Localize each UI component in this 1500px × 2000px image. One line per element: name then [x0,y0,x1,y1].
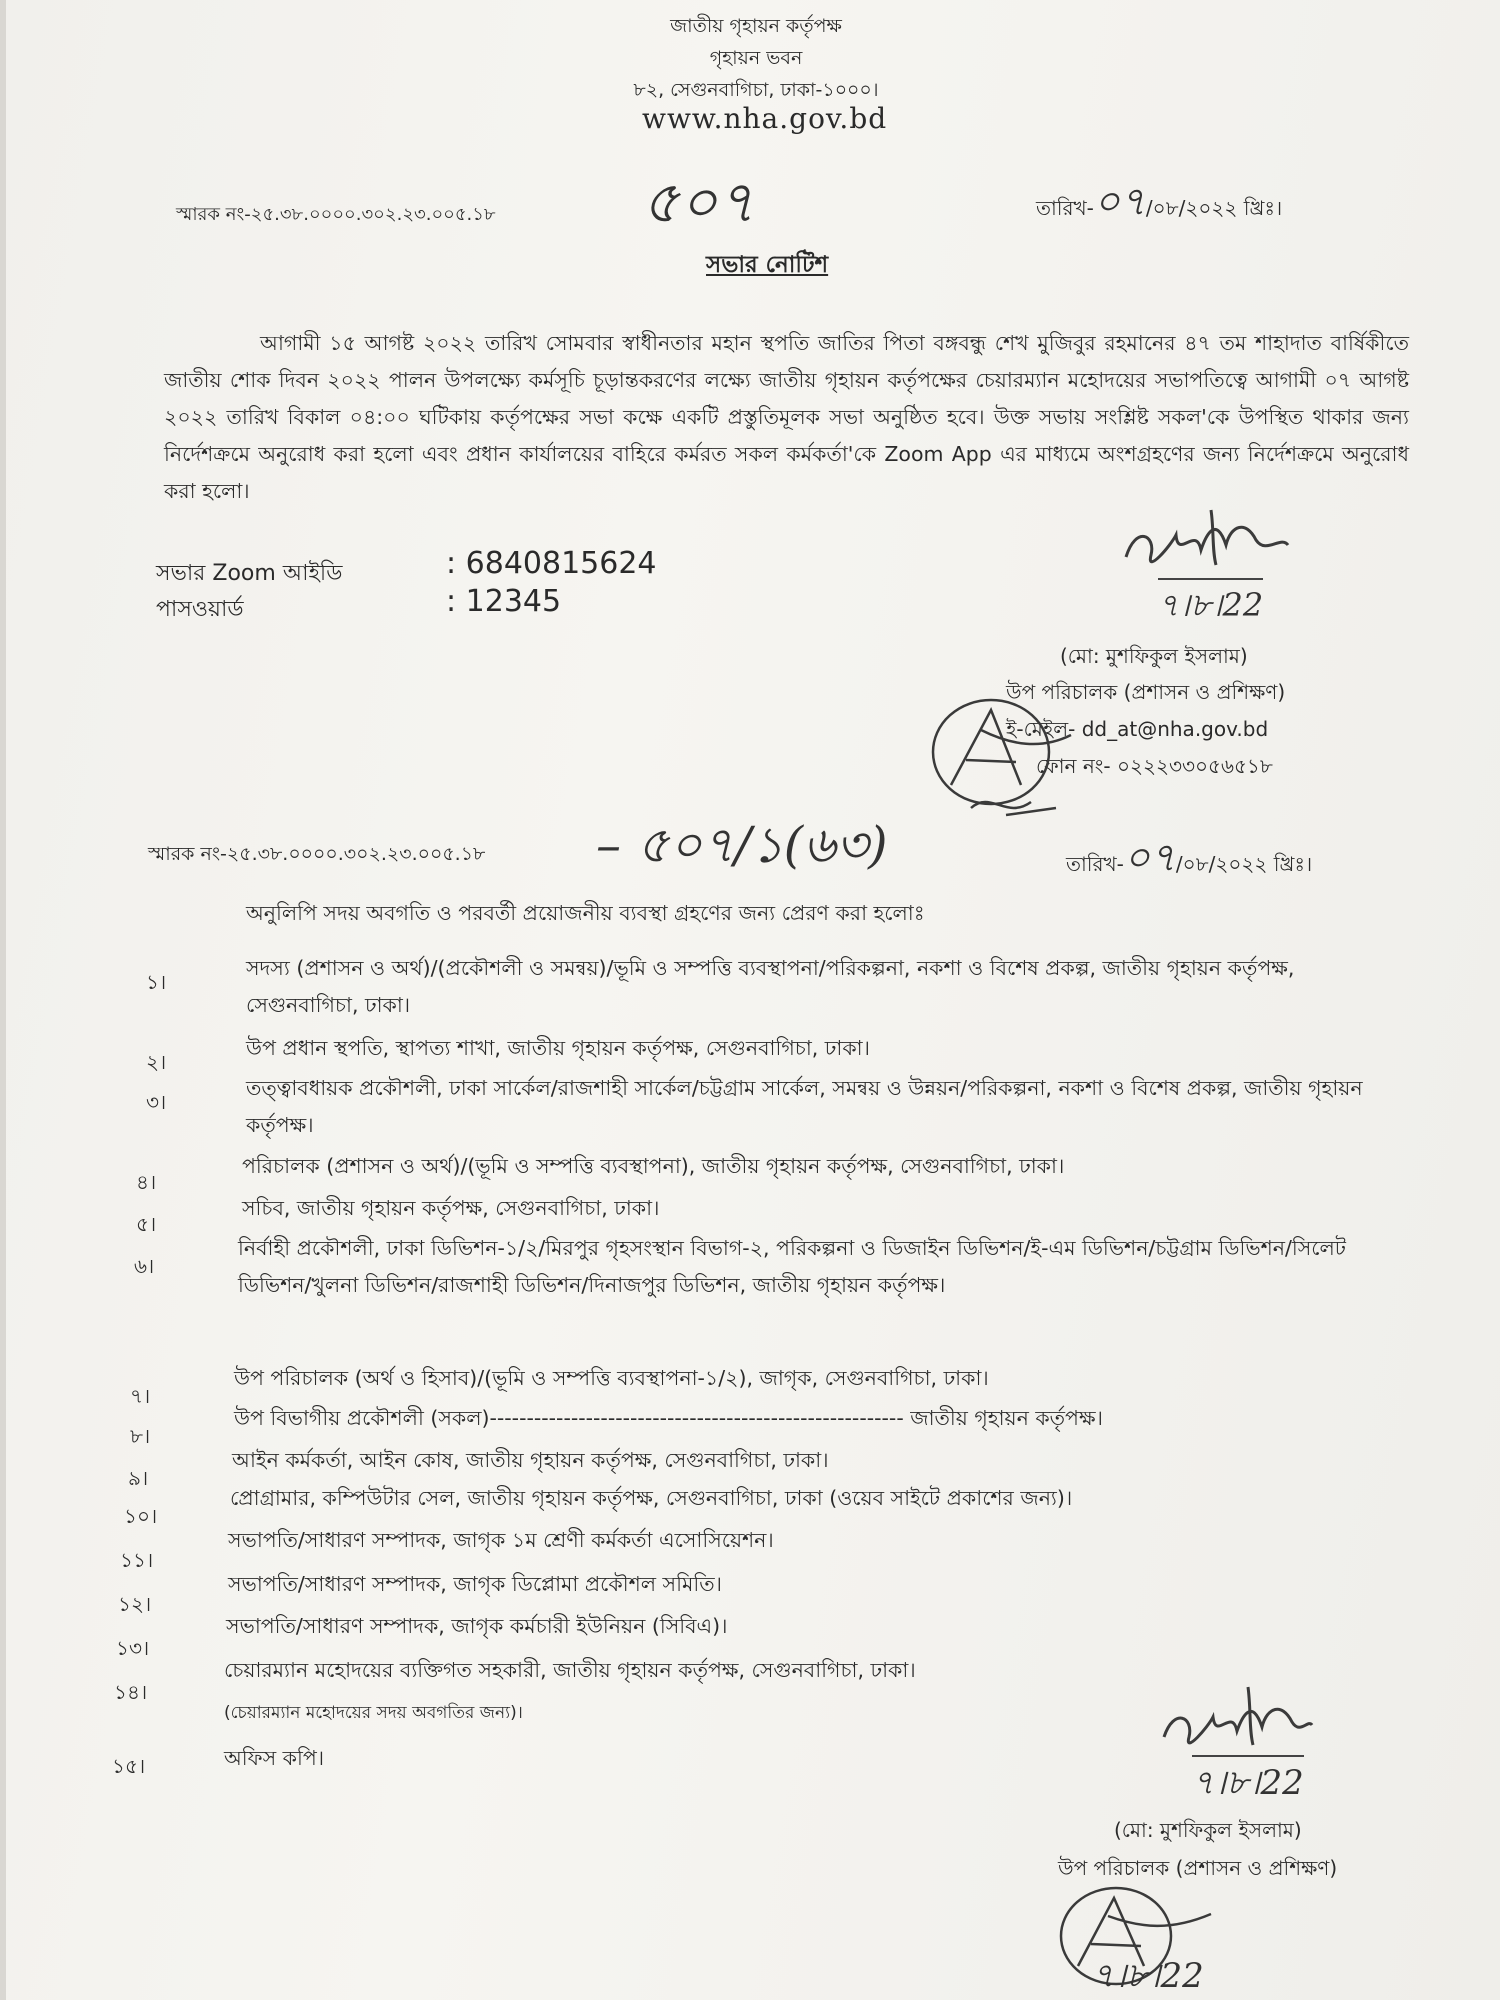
memo2-ref-handwritten: – ৫০৭/১(৬৩) [596,816,888,874]
seal2-date-handwritten: ৭।৮।22 [1092,1956,1204,1996]
org-name: জাতীয় গৃহায়ন কর্তৃপক্ষ [670,15,842,37]
signer-phone: ফোন নং- ০২২২৩৩০৫৬৫১৮ [1036,754,1273,778]
list-item-number: ৩। [146,1090,167,1114]
date-label: তারিখ- [1036,196,1094,220]
signature2-date-handwritten: ৭।৮।22 [1192,1755,1304,1814]
notice-body-text: আগামী ১৫ আগষ্ট ২০২২ তারিখ সোমবার স্বাধীনতার মহান স্থপতি জাতির পিতা বঙ্গবন্ধু শেখ মুজিবুর রহমানের ৪৭ তম শাহাদাত বার্ষিকীতে জাতীয় শোক দিবন ২০২২ পালন উপলক্ষ্যে কর্মসূচি চূড়ান্তকরণের লক্ষ্যে জাতীয় গৃহায়ন কর্তৃপক্ষের চেয়ারম্যান মহোদয়ের সভাপতিত্বে আগামী ০৭ আগষ্ট ২০২২ তারিখ বিকাল ০৪:০০ ঘটিকায় কর্তৃপক্ষের সভা কক্ষে একটি প্রস্তুতিমূলক সভা অনুষ্ঠিত হবে। উক্ত সভায় সংশ্লিষ্ট সকল'কে উপস্থিত থাকার জন্য নির্দেশক্রমে অনুরোধ করা হলো এবং প্রধান কার্যালয়ের বাহিরে কর্মরত সকল কর্মকর্তা'কে Zoom App এর মাধ্যমে অংশগ্রহণের জন্য নির্দেশক্রমে অনুরোধ করা হলো। [164,331,1409,503]
list-item: সচিব, জাতীয় গৃহায়ন কর্তৃপক্ষ, সেগুনবাগিচা, ঢাকা। [242,1196,660,1220]
list-item-number: ৪। [136,1170,157,1194]
list-item: উপ বিভাগীয় প্রকৌশলী (সকল)-------------------------------------------------------- জাতীয় গৃহায়ন কর্তৃপক্ষ। [234,1406,1103,1430]
list-item: অফিস কপি। [224,1746,325,1770]
signature-date-handwritten: ৭।৮।22 [1158,578,1263,634]
memo-ref: স্মারক নং-২৫.৩৮.০০০০.৩০২.২৩.০০৫.১৮ [176,204,496,225]
list-item-number: ২। [146,1050,167,1074]
date-rest: /০৮/২০২২ খ্রিঃ। [1145,196,1283,220]
signer-email[interactable]: ই-মেইল- dd_at@nha.gov.bd [1006,717,1269,741]
memo2-ref: স্মারক নং-২৫.৩৮.০০০০.৩০২.২৩.০০৫.১৮ [148,843,486,865]
list-item-number: ৫। [136,1212,157,1236]
zoom-id-value: : 6840815624 [446,546,657,581]
copy-note: (চেয়ারম্যান মহোদয়ের সদয় অবগতির জন্য)। [224,1703,523,1723]
list-item: আইন কর্মকর্তা, আইন কোষ, জাতীয় গৃহায়ন কর্তৃপক্ষ, সেগুনবাগিচা, ঢাকা। [232,1448,829,1472]
signer-designation: উপ পরিচালক (প্রশাসন ও প্রশিক্ষণ) [1006,680,1286,704]
list-item-number: ১। [146,970,167,994]
list-item-number: ৭। [130,1384,151,1408]
signer2-name: (মো: মুশফিকুল ইসলাম) [1114,1818,1302,1842]
list-item-number: ১৩। [116,1636,150,1660]
date-handwritten: ০৭ [1093,179,1146,225]
document-page [6,0,1500,2000]
zoom-id-label: সভার Zoom আইডি [156,561,343,586]
memo-date [1036,170,1282,237]
list-item-number: ৯। [128,1466,149,1490]
password-label: পাসওয়ার্ড [156,597,244,622]
list-item-number: ১৪। [114,1680,148,1704]
list-item: উপ প্রধান স্থপতি, স্থাপত্য শাখা, জাতীয় গৃহায়ন কর্তৃপক্ষ, সেগুনবাগিচা, ঢাকা। [246,1036,870,1060]
list-item: উপ পরিচালক (অর্থ ও হিসাব)/(ভূমি ও সম্পত্তি ব্যবস্থাপনা-১/২), জাগৃক, সেগুনবাগিচা, ঢাকা। [234,1366,989,1390]
date-rest: /০৮/২০২২ খ্রিঃ। [1175,852,1313,876]
memo-ref-handwritten: ৫০৭ [642,168,756,236]
notice-title: সভার নোটিশ [706,252,829,278]
memo2-date [1066,826,1312,893]
list-item: সভাপতি/সাধারণ সম্পাদক, জাগৃক ডিপ্লোমা প্রকৌশল সমিতি। [228,1572,722,1596]
seal-scribble-1 [921,690,1091,830]
list-item-number: ১১। [120,1548,154,1572]
list-item-number: ৬। [134,1254,155,1278]
password-value: : 12345 [446,584,562,619]
copy-intro: অনুলিপি সদয় অবগতি ও পরবর্তী প্রয়োজনীয় ব্যবস্থা গ্রহণের জন্য প্রেরণ করা হলোঃ [246,901,925,925]
date-label: তারিখ- [1066,852,1124,876]
list-item-number: ৮। [130,1424,151,1448]
list-item: সভাপতি/সাধারণ সম্পাদক, জাগৃক ১ম শ্রেণী কর্মকর্তা এসোসিয়েশন। [228,1528,774,1552]
list-item: নির্বাহী প্রকৌশলী, ঢাকা ডিভিশন-১/২/মিরপুর গৃহসংস্থান বিভাগ-২, পরিকল্পনা ও ডিজাইন ডিভিশন/ই-এম ডিভিশন/চট্টগ্রাম ডিভিশন/সিলেট ডিভিশন/খুলনা ডিভিশন/রাজশাহী ডিভিশন/দিনাজপুর ডিভিশন, জাতীয় গৃহায়ন কর্তৃপক্ষ। [238,1236,1346,1297]
list-item: চেয়ারম্যান মহোদয়ের ব্যক্তিগত সহকারী, জাতীয় গৃহায়ন কর্তৃপক্ষ, সেগুনবাগিচা, ঢাকা। [224,1658,916,1682]
notice-body [164,325,1409,510]
list-item: সদস্য (প্রশাসন ও অর্থ)/(প্রকৌশলী ও সমন্বয়)/ভূমি ও সম্পত্তি ব্যবস্থাপনা/পরিকল্পনা, নকশা ও বিশেষ প্রকল্প, জাতীয় গৃহায়ন কর্তৃপক্ষ, সেগুনবাগিচা, ঢাকা। [246,956,1295,1017]
list-item-number: ১৫। [112,1754,146,1778]
list-item: প্রোগ্রামার, কম্পিউটার সেল, জাতীয় গৃহায়ন কর্তৃপক্ষ, সেগুনবাগিচা, ঢাকা (ওয়েব সাইটে প্রকাশের জন্য)। [230,1486,1073,1510]
list-item: সভাপতি/সাধারণ সম্পাদক, জাগৃক কর্মচারী ইউনিয়ন (সিবিএ)। [226,1614,728,1638]
building-name: গৃহায়ন ভবন [709,47,803,69]
signer2-designation: উপ পরিচালক (প্রশাসন ও প্রশিক্ষণ) [1058,1856,1338,1880]
signature-image [1116,505,1296,585]
signer-name: (মো: মুশফিকুল ইসলাম) [1060,644,1248,668]
list-item-number: ১২। [118,1592,152,1616]
website-link[interactable]: www.nha.gov.bd [642,102,888,135]
org-address: ৮২, সেগুনবাগিচা, ঢাকা-১০০০। [633,79,879,101]
list-item: পরিচালক (প্রশাসন ও অর্থ)/(ভূমি ও সম্পত্তি ব্যবস্থাপনা), জাতীয় গৃহায়ন কর্তৃপক্ষ, সেগুনবাগিচা, ঢাকা। [242,1154,1065,1178]
list-item-number: ১০। [124,1504,158,1528]
signature-image [1156,1685,1316,1765]
date-handwritten: ০৭ [1123,835,1176,881]
list-item: তত্ত্বাবধায়ক প্রকৌশলী, ঢাকা সার্কেল/রাজশাহী সার্কেল/চট্টগ্রাম সার্কেল, সমন্বয় ও উন্নয়ন/পরিকল্পনা, নকশা ও বিশেষ প্রকল্প, জাতীয় গৃহায়ন কর্তৃপক্ষ। [246,1076,1363,1137]
